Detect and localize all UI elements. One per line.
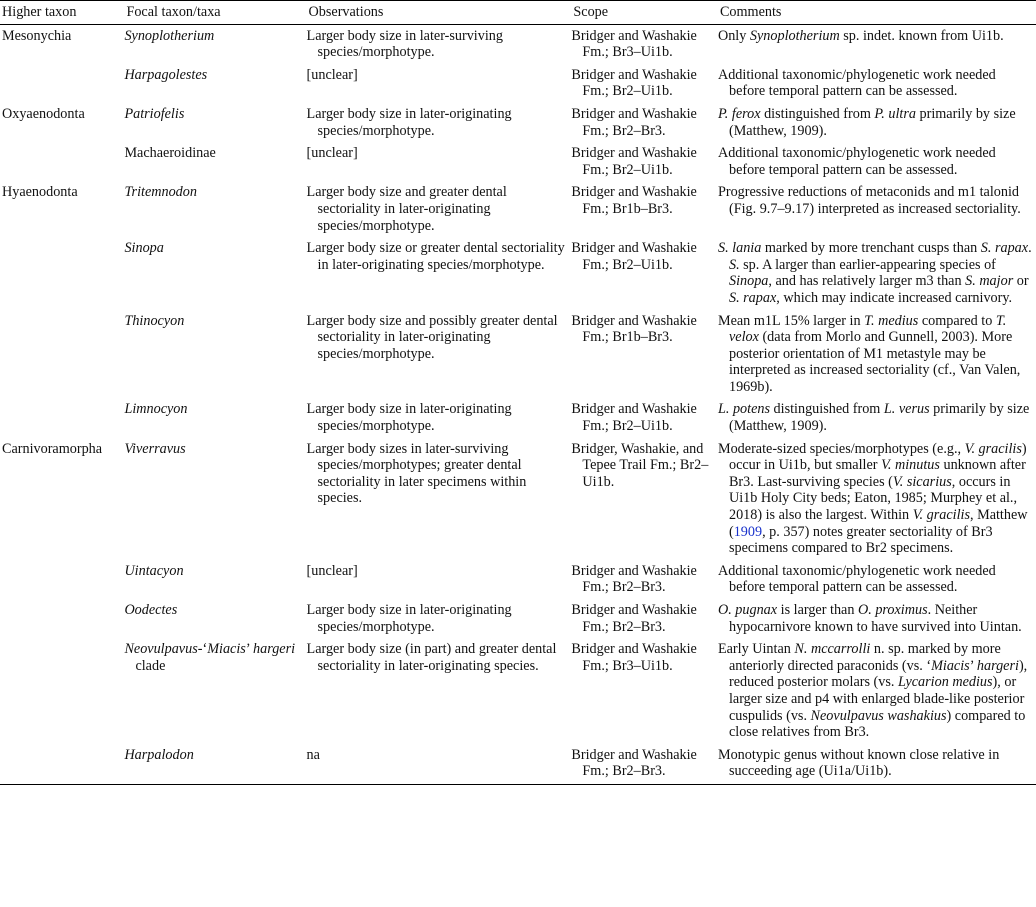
- text-segment: , occurs in Ui1b Holy City beds; Eaton, 1985; Murphey et al., 2018) is also the largest. Within: [728, 473, 1018, 524]
- text-segment: , p. 357) notes greater sectoriality of Br3 specimens compared to Br2 specimens.: [728, 523, 993, 557]
- text-segment: Early Uintan: [717, 641, 795, 658]
- cell-scope: Bridger and Washakie Fm.; Br3–Ui1b.: [571, 27, 697, 61]
- taxon-name: L. potens: [717, 401, 770, 418]
- table-row: [0, 67, 1036, 106]
- cell-focal-taxa: [124, 602, 306, 641]
- taxon-name: S. major: [965, 273, 1014, 290]
- taxon-name: N. mccarrolli: [794, 641, 871, 658]
- taxon-name: Miacis: [931, 657, 970, 674]
- taxon-name: Harpalodon: [124, 746, 194, 763]
- cell-scope: Bridger and Washakie Fm.; Br2–Ui1b.: [571, 401, 697, 435]
- text-segment: ), reduced posterior molars (vs.: [728, 657, 1028, 691]
- text-segment: Mean m1L 15% larger in: [717, 312, 865, 329]
- cell-comments: [718, 441, 1036, 563]
- text-segment: n. sp. marked by more anteriorly directed paraconids (vs. ‘: [728, 641, 1001, 674]
- cell-comments: [718, 563, 1036, 602]
- cell-comments: [718, 240, 1036, 312]
- table-row: [0, 184, 1036, 240]
- taxon-name: Lycarion medius: [898, 674, 993, 691]
- taxon-name: T. medius: [864, 312, 919, 329]
- text-segment: ’: [245, 641, 254, 658]
- cell-comments: [718, 641, 1036, 747]
- taxon-name: Neovulpavus: [124, 641, 198, 658]
- cell-observations: [307, 240, 572, 312]
- table-body: [0, 24, 1036, 784]
- cell-higher-taxon: Hyaenodonta: [2, 184, 78, 201]
- text-segment: ) occur in Ui1b, but smaller: [728, 440, 1027, 474]
- header-row: [0, 1, 1036, 25]
- cell-higher-taxon: [0, 313, 124, 402]
- taxon-name: Oodectes: [124, 602, 178, 618]
- table-row: [0, 24, 1036, 67]
- cell-scope: Bridger and Washakie Fm.; Br2–Br3.: [571, 105, 697, 139]
- table-row: [0, 401, 1036, 440]
- taxon-name: O. proximus: [857, 602, 928, 618]
- text-segment: [unclear]: [306, 66, 358, 83]
- taxon-name: V. gracilis: [964, 440, 1022, 457]
- cell-comments: [718, 24, 1036, 67]
- taxon-name: V. minutus: [881, 457, 940, 474]
- text-segment: .: [1028, 240, 1032, 257]
- cell-higher-taxon: [0, 563, 124, 602]
- cell-observations: [307, 641, 572, 747]
- text-segment: Additional taxonomic/phylogenetic work needed before temporal pattern can be assessed.: [717, 145, 996, 178]
- taxon-name: Thinocyon: [124, 312, 185, 329]
- text-segment: primarily by size (Matthew, 1909).: [728, 105, 1016, 139]
- cell-scope: Bridger and Washakie Fm.; Br1b–Br3.: [571, 312, 697, 346]
- text-segment: ’: [969, 657, 977, 674]
- cell-observations: [307, 313, 572, 402]
- table-row: [0, 106, 1036, 145]
- text-segment: (data from Morlo and Gunnell, 2003). More posterior orientation of M1 metastyle may be interpreted as increased sectoriality (cf., Van Valen, 1969b).: [728, 329, 1021, 395]
- cell-observations: [307, 602, 572, 641]
- cell-scope: Bridger and Washakie Fm.; Br2–Ui1b.: [571, 240, 697, 273]
- taxon-name: S. lania: [717, 240, 762, 257]
- text-segment: Additional taxonomic/phylogenetic work needed before temporal pattern can be assessed.: [717, 66, 996, 100]
- text-segment: Larger body size and possibly greater dental sectoriality in later-originating species/morphotype.: [306, 312, 558, 362]
- cell-focal-taxa: [124, 106, 306, 145]
- cell-comments: [718, 747, 1036, 785]
- text-segment: Progressive reductions of metaconids and m1 talonid (Fig. 9.7–9.17) interpreted as increased sectoriality.: [717, 184, 1021, 217]
- text-segment: sp. A larger than earlier-appearing species of: [739, 256, 996, 273]
- cell-higher-taxon: Mesonychia: [2, 27, 72, 44]
- cell-focal-taxa: [124, 67, 306, 106]
- text-segment: Larger body size or greater dental sectoriality in later-originating species/morphotype.: [306, 240, 565, 273]
- cell-scope: Bridger and Washakie Fm.; Br3–Ui1b.: [571, 641, 697, 674]
- text-segment: or: [1013, 273, 1029, 290]
- cell-focal-taxa: [124, 441, 306, 563]
- text-segment: , which may indicate increased carnivory.: [776, 289, 1013, 306]
- text-segment: distinguished from: [760, 105, 875, 122]
- text-segment: Larger body size in later-originating species/morphotype.: [306, 401, 512, 435]
- taxon-name: V. sicarius: [892, 473, 952, 490]
- table-row: [0, 563, 1036, 602]
- taxon-name: hargeri: [976, 657, 1019, 674]
- taxon-name: Limnocyon: [124, 401, 188, 418]
- text-segment: na: [306, 746, 320, 763]
- taxon-name: S. rapax: [980, 240, 1029, 257]
- cell-observations: [307, 106, 572, 145]
- table-row: [0, 313, 1036, 402]
- taxon-name: Tritemnodon: [124, 184, 197, 201]
- header-comments: Comments: [718, 1, 1036, 25]
- cell-observations: [307, 563, 572, 602]
- cell-focal-taxa: [124, 563, 306, 602]
- cell-observations: [307, 145, 572, 184]
- text-segment: clade: [135, 657, 166, 674]
- text-segment: unknown after Br3. Last-surviving species (: [728, 457, 1026, 490]
- cell-scope: Bridger and Washakie Fm.; Br1b–Br3.: [571, 184, 697, 217]
- cell-higher-taxon: [0, 747, 124, 785]
- cell-higher-taxon: Carnivoramorpha: [2, 440, 103, 457]
- taxon-name: P. ferox: [717, 105, 761, 122]
- text-segment: , and has relatively larger m3 than: [768, 273, 966, 290]
- cell-scope: Bridger and Washakie Fm.; Br2–Br3.: [571, 562, 697, 596]
- cell-comments: [718, 313, 1036, 402]
- cell-scope: Bridger, Washakie, and Tepee Trail Fm.; Br2–Ui1b.: [571, 440, 709, 490]
- text-segment: primarily by size (Matthew, 1909).: [728, 401, 1030, 435]
- cell-observations: [307, 184, 572, 240]
- text-segment: Moderate-sized species/morphotypes (e.g.,: [717, 440, 965, 457]
- taxon-name: O. pugnax: [717, 602, 778, 618]
- cell-observations: [307, 747, 572, 785]
- text-segment: compared to: [918, 312, 996, 329]
- cell-scope: Bridger and Washakie Fm.; Br2–Br3.: [571, 747, 718, 785]
- citation-link[interactable]: 1909: [733, 523, 763, 540]
- taxon-name: T. velox: [728, 312, 1007, 346]
- cell-comments: [718, 401, 1036, 440]
- cell-focal-taxa: [124, 401, 306, 440]
- text-segment: [unclear]: [306, 145, 358, 162]
- taxon-name: hargeri: [253, 641, 296, 658]
- cell-higher-taxon: [0, 602, 124, 641]
- taxon-name: L. verus: [883, 401, 930, 418]
- text-segment: Additional taxonomic/phylogenetic work needed before temporal pattern can be assessed.: [717, 562, 996, 596]
- cell-focal-taxa: [124, 145, 306, 184]
- text-segment: , Matthew (: [728, 507, 1028, 540]
- taxon-name: P. ultra: [874, 105, 916, 122]
- taxon-name: V. gracilis: [912, 507, 970, 524]
- header-higher-taxon: Higher taxon: [0, 1, 124, 25]
- cell-focal-taxa: [124, 313, 306, 402]
- cell-observations: [307, 24, 572, 67]
- table-row: [0, 145, 1036, 184]
- cell-focal-taxa: [124, 24, 306, 67]
- table-row: [0, 747, 1036, 785]
- cell-focal-taxa: [124, 747, 306, 785]
- header-focal-taxa: Focal taxon/taxa: [124, 1, 306, 25]
- text-segment: distinguished from: [770, 401, 884, 418]
- taxon-name: Uintacyon: [124, 562, 184, 579]
- cell-focal-taxa: [124, 184, 306, 240]
- cell-higher-taxon: [0, 67, 124, 106]
- cell-comments: [718, 602, 1036, 641]
- taxon-name: Viverravus: [124, 440, 186, 457]
- text-segment: Monotypic genus without known close relative in succeeding age (Ui1a/Ui1b).: [717, 746, 1000, 780]
- cell-observations: [307, 401, 572, 440]
- text-segment: Larger body size and greater dental sectoriality in later-originating species/morphotype.: [306, 184, 507, 234]
- table-row: [0, 602, 1036, 641]
- text-segment: ) compared to close relatives from Br3.: [728, 707, 1026, 741]
- cell-higher-taxon: [0, 240, 124, 312]
- table-row: [0, 240, 1036, 312]
- taxon-name: Sinopa: [124, 240, 164, 257]
- text-segment: is larger than: [777, 602, 858, 618]
- text-segment: Larger body size (in part) and greater dental sectoriality in later-originating species.: [306, 641, 557, 674]
- text-segment: -‘: [197, 641, 208, 658]
- cell-higher-taxon: [0, 401, 124, 440]
- cell-higher-taxon: [0, 145, 124, 184]
- taxon-name: Miacis: [207, 641, 246, 658]
- cell-comments: [718, 67, 1036, 106]
- table-row: [0, 641, 1036, 747]
- cell-higher-taxon: [0, 641, 124, 747]
- text-segment: Only: [717, 27, 750, 44]
- cell-focal-taxa: [124, 240, 306, 312]
- header-scope: Scope: [571, 1, 718, 25]
- cell-focal-taxa: [124, 641, 306, 747]
- cell-observations: [307, 441, 572, 563]
- taxon-name: S. rapax: [728, 289, 777, 306]
- cell-observations: [307, 67, 572, 106]
- text-segment: Larger body size in later-originating species/morphotype.: [306, 105, 512, 139]
- table-row: [0, 441, 1036, 563]
- taxon-name: Synoplotherium: [124, 27, 215, 44]
- cell-scope: Bridger and Washakie Fm.; Br2–Br3.: [571, 602, 697, 635]
- taxon-name: Harpagolestes: [124, 66, 208, 83]
- cell-scope: Bridger and Washakie Fm.; Br2–Ui1b.: [571, 66, 697, 100]
- taxon-name: Sinopa: [728, 273, 769, 290]
- cell-comments: [718, 106, 1036, 145]
- text-segment: Machaeroidinae: [124, 145, 216, 162]
- cell-higher-taxon: Oxyaenodonta: [2, 105, 85, 122]
- text-segment: . Neither hypocarnivore known to have survived into Uintan.: [728, 602, 1022, 635]
- text-segment: [unclear]: [306, 562, 358, 579]
- text-segment: ), or larger size and p4 with enlarged blade-like posterior cuspulids (vs.: [728, 674, 1025, 724]
- text-segment: Larger body size in later-surviving species/morphotype.: [306, 27, 503, 61]
- text-segment: Larger body sizes in later-surviving species/morphotypes; greater dental sectoriality in later specimens within species.: [306, 440, 527, 507]
- header-observations: Observations: [307, 1, 572, 25]
- table-header: [0, 1, 1036, 25]
- taxon-name: Synoplotherium: [749, 27, 840, 44]
- cell-comments: [718, 184, 1036, 240]
- cell-scope: Bridger and Washakie Fm.; Br2–Ui1b.: [571, 145, 697, 178]
- text-segment: sp. indet. known from Ui1b.: [839, 27, 1004, 44]
- taxon-name: Patriofelis: [124, 105, 185, 122]
- cell-comments: [718, 145, 1036, 184]
- text-segment: marked by more trenchant cusps than: [761, 240, 981, 257]
- taxon-name: S.: [728, 256, 740, 273]
- taxon-name: Neovulpavus washakius: [810, 707, 947, 724]
- text-segment: Larger body size in later-originating species/morphotype.: [306, 602, 512, 635]
